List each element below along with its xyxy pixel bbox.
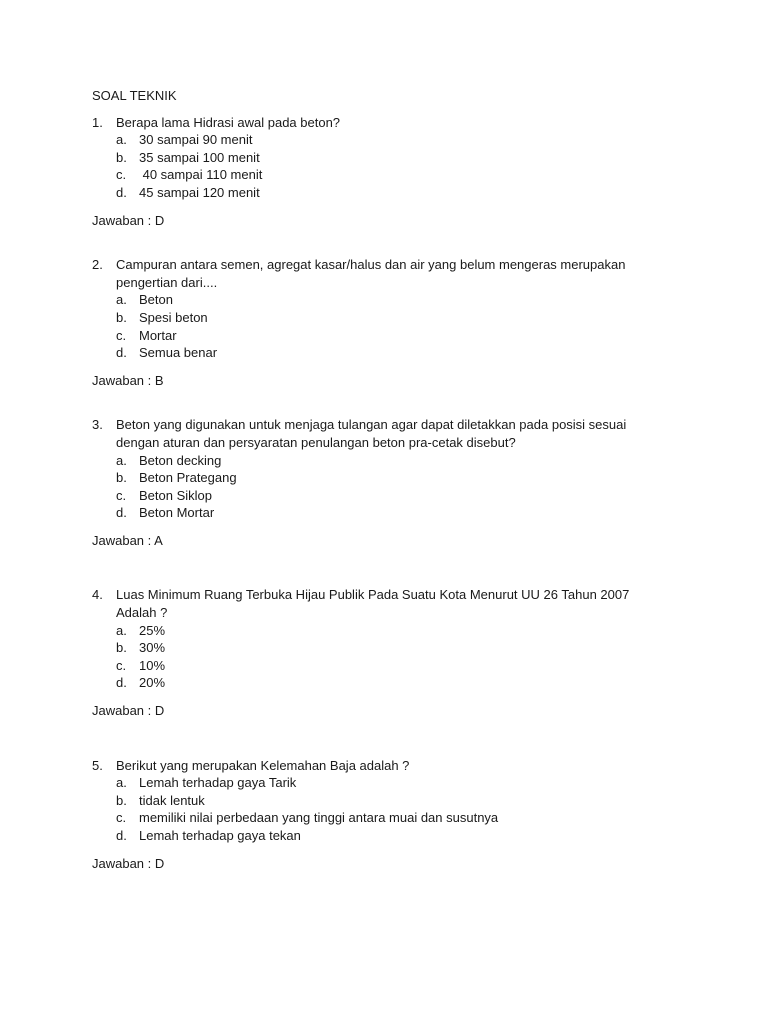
option-item (92, 469, 652, 487)
option-letter: d. (116, 184, 127, 200)
question-number: 3. (92, 417, 103, 433)
option-text: Semua benar (139, 345, 218, 361)
question-number: 2. (92, 257, 103, 273)
option-letter: a. (116, 622, 127, 638)
option-item (92, 149, 652, 167)
option-text: 30% (139, 640, 166, 656)
question-number: 1. (92, 114, 103, 130)
option-text: 20% (139, 675, 166, 691)
option-letter: d. (116, 828, 127, 843)
option-text: Beton Mortar (139, 505, 215, 521)
option-item (92, 622, 652, 640)
question-4 (92, 586, 652, 719)
option-letter: b. (116, 640, 127, 656)
option-text: Beton (139, 292, 173, 308)
option-item (92, 792, 652, 810)
option-text: tidak lentuk (139, 792, 205, 808)
spacer (92, 720, 652, 757)
option-letter: d. (116, 675, 127, 691)
option-item (92, 827, 652, 845)
option-letter: c. (116, 487, 127, 503)
question-row (92, 256, 652, 291)
option-item (92, 291, 652, 309)
question-number: 5. (92, 757, 103, 773)
question-text: Luas Minimum Ruang Terbuka Hijau Publik Pada Suatu Kota Menurut UU 26 Tahun 2007 Adalah ? (116, 587, 630, 621)
option-letter: c. (116, 167, 127, 183)
option-item (92, 487, 652, 505)
spacer (92, 229, 652, 256)
question-row (92, 757, 652, 775)
option-list (92, 452, 652, 522)
option-text: Spesi beton (139, 309, 208, 325)
option-text: 35 sampai 100 menit (139, 149, 260, 165)
option-letter: d. (116, 345, 127, 361)
option-text: 45 sampai 120 menit (139, 184, 260, 200)
option-text: memiliki nilai perbedaan yang tinggi antara muai dan susutnya (139, 810, 499, 826)
option-letter: b. (116, 470, 127, 486)
answer-key: Jawaban : B (92, 372, 164, 388)
answer-key: Jawaban : D (92, 855, 165, 871)
question-2 (92, 256, 652, 389)
option-list (92, 622, 652, 692)
option-letter: c. (116, 657, 127, 673)
option-text: Mortar (139, 327, 177, 343)
option-text: Beton Siklop (139, 487, 212, 503)
option-item (92, 504, 652, 522)
question-text: Campuran antara semen, agregat kasar/halus dan air yang belum mengeras merupakan pengertian dari.... (116, 257, 626, 290)
option-letter: d. (116, 505, 127, 521)
question-row (92, 114, 652, 132)
option-item (92, 674, 652, 692)
option-letter: a. (116, 292, 127, 308)
question-text: Berapa lama Hidrasi awal pada beton? (116, 114, 341, 130)
option-text: 10% (139, 657, 166, 673)
option-item (92, 184, 652, 202)
option-item (92, 344, 652, 362)
question-5 (92, 757, 652, 873)
document-page (92, 87, 652, 872)
option-letter: a. (116, 775, 127, 791)
option-list (92, 774, 652, 844)
question-number: 4. (92, 587, 103, 603)
option-list (92, 131, 652, 201)
option-item (92, 774, 652, 792)
question-3 (92, 416, 652, 549)
option-letter: a. (116, 452, 127, 468)
option-letter: c. (116, 810, 127, 826)
option-item (92, 639, 652, 657)
option-item (92, 809, 652, 827)
option-item (92, 452, 652, 470)
question-text: Beton yang digunakan untuk menjaga tulangan agar dapat diletakkan pada posisi sesuai dengan aturan dan persyaratan penulangan beton pra-cetak disebut? (116, 417, 627, 450)
option-text: 40 sampai 110 menit (139, 167, 263, 183)
option-item (92, 309, 652, 327)
option-letter: a. (116, 132, 127, 148)
option-letter: b. (116, 792, 127, 808)
question-row (92, 416, 652, 451)
spacer (92, 389, 652, 416)
option-item (92, 657, 652, 675)
document-title: SOAL TEKNIK (92, 88, 177, 103)
option-letter: b. (116, 309, 127, 325)
spacer (92, 549, 652, 586)
option-text: Lemah terhadap gaya Tarik (139, 775, 297, 791)
question-row (92, 586, 652, 621)
question-text: Berikut yang merupakan Kelemahan Baja adalah ? (116, 757, 410, 773)
option-text: 25% (139, 622, 166, 638)
option-text: Beton decking (139, 452, 222, 468)
option-letter: c. (116, 327, 127, 343)
option-text: Lemah terhadap gaya tekan (139, 828, 301, 843)
question-1 (92, 114, 652, 230)
answer-key: Jawaban : A (92, 532, 163, 548)
option-item (92, 166, 652, 184)
option-item (92, 131, 652, 149)
option-item (92, 327, 652, 345)
option-text: 30 sampai 90 menit (139, 132, 253, 148)
answer-key: Jawaban : D (92, 703, 165, 719)
option-letter: b. (116, 149, 127, 165)
option-list (92, 291, 652, 361)
answer-key: Jawaban : D (92, 212, 165, 228)
option-text: Beton Prategang (139, 470, 237, 486)
